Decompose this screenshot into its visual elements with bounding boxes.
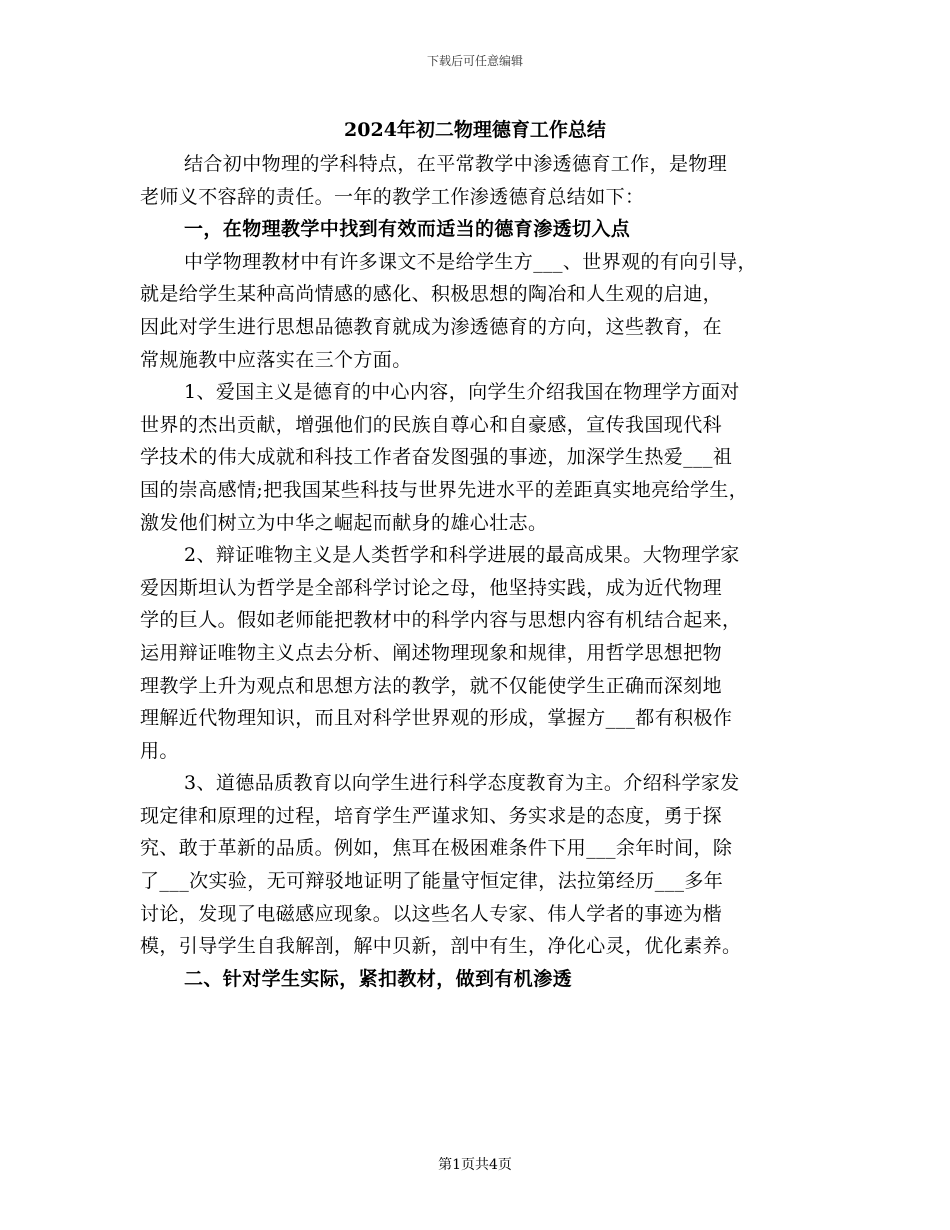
text-line: 1、爱国主义是德育的中心内容，向学生介绍我国在物理学方面对 (184, 381, 740, 404)
text-line: 学技术的伟大成就和科技工作者奋发图强的事迹，加深学生热爱___祖 (140, 446, 733, 469)
text-line: 老师义不容辞的责任。一年的教学工作渗透德育总结如下： (140, 185, 645, 208)
document-body (140, 148, 820, 995)
text-line: 现定律和原理的过程，培育学生严谨求知、务实求是的态度，勇于探 (140, 804, 723, 827)
text-line: 学的巨人。假如老师能把教材中的科学内容与思想内容有机结合起来， (140, 609, 742, 632)
text-line: 模，引导学生自我解剖，解中贝新，剖中有生，净化心灵，优化素养。 (140, 935, 742, 958)
text-line: 就是给学生某种高尚情感的感化、积极思想的陶冶和人生观的启迪， (140, 283, 723, 306)
text-line: 爱因斯坦认为哲学是全部科学讨论之母，他坚持实践，成为近代物理 (140, 576, 723, 599)
text-line: 运用辩证唯物主义点去分析、阐述物理现象和规律，用哲学思想把物 (140, 641, 723, 664)
header-note: 下载后可任意编辑 (426, 54, 523, 68)
text-line: 世界的杰出贡献，增强他们的民族自尊心和自豪感，宣传我国现代科 (140, 413, 723, 436)
text-line: 了___次实验，无可辩驳地证明了能量守恒定律，法拉第经历___多年 (140, 870, 724, 893)
section-heading: 二、针对学生实际，紧扣教材，做到有机渗透 (184, 967, 573, 990)
section-heading: 一，在物理教学中找到有效而适当的德育渗透切入点 (184, 218, 631, 241)
document-title: 2024年初二物理德育工作总结 (344, 119, 606, 141)
text-line: 理解近代物理知识，而且对科学世界观的形成，掌握方___都有积极作 (140, 707, 733, 730)
text-line: 讨论，发现了电磁感应现象。以这些名人专家、伟人学者的事迹为楷 (140, 902, 723, 925)
text-line: 常规施教中应落实在三个方面。 (140, 348, 412, 371)
text-line: 理教学上升为观点和思想方法的教学，就不仅能使学生正确而深刻地 (140, 674, 723, 697)
text-line: 3、道德品质教育以向学生进行科学态度教育为主。介绍科学家发 (184, 772, 740, 795)
text-line: 2、辩证唯物主义是人类哲学和科学进展的最高成果。大物理学家 (184, 544, 740, 567)
text-line: 因此对学生进行思想品德教育就成为渗透德育的方向，这些教育，在 (140, 315, 723, 338)
text-line: 结合初中物理的学科特点，在平常教学中渗透德育工作，是物理 (184, 153, 728, 175)
text-line: 用。 (140, 739, 179, 762)
text-line: 激发他们树立为中华之崛起而献身的雄心壮志。 (140, 511, 548, 534)
page-footer: 第1页共4页 (438, 1157, 512, 1173)
text-line: 中学物理教材中有许多课文不是给学生方___、世界观的有向引导， (184, 250, 757, 273)
text-line: 究、敢于革新的品质。例如，焦耳在极困难条件下用___余年时间，除 (140, 837, 733, 860)
text-line: 国的崇高感情;把我国某些科技与世界先进水平的差距真实地亮给学生， (140, 478, 749, 501)
